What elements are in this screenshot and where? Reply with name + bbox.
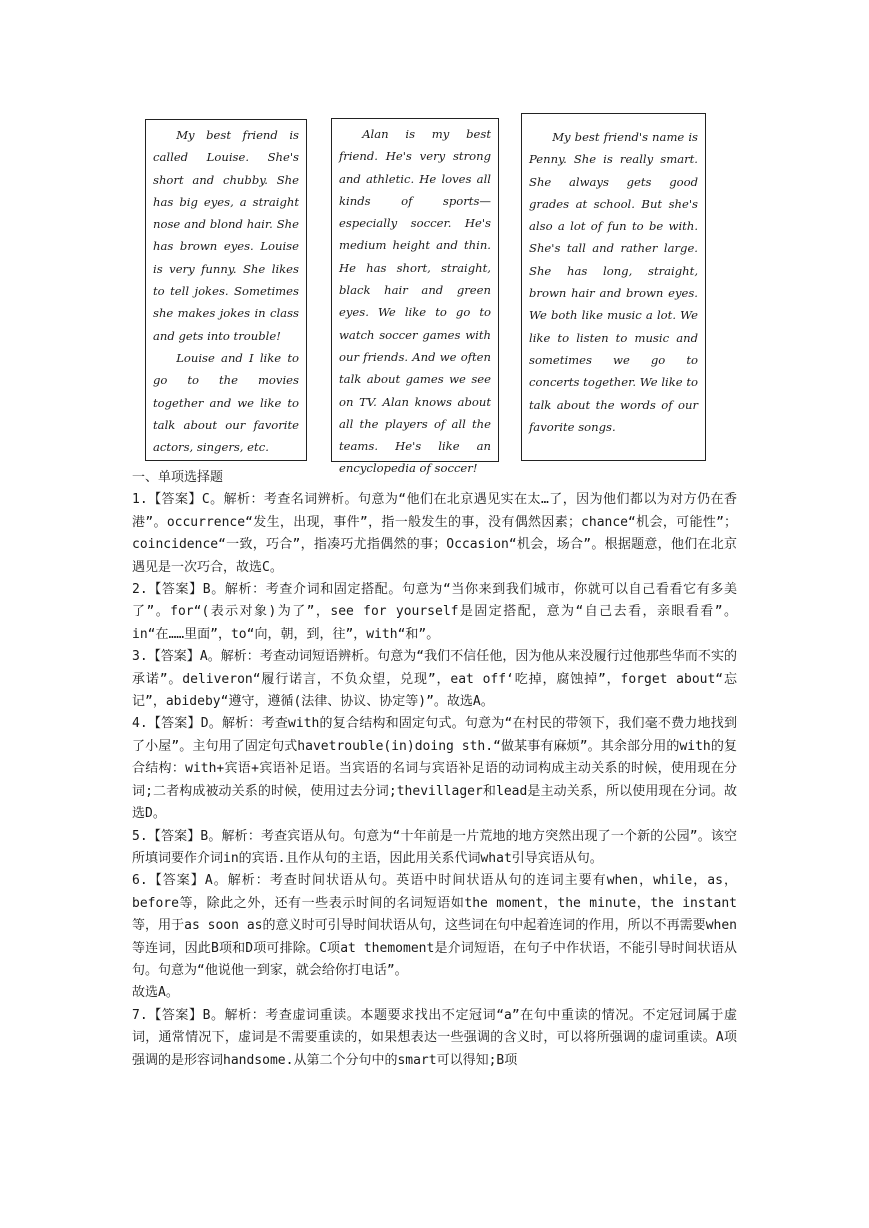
- answer-item: 1.【答案】C。解析：考查名词辨析。句意为“他们在北京遇见实在太…了，因为他们都以为对方仍在香港”。occurrence“发生，出现，事件”，指一般发生的事，没有偶然因素；chance“机会，可能性”；coincidence“一致，巧合”，指凑巧尤指偶然的事；Occasion“机会，场合”。根据题意，他们在北京遇见是一次巧合，故选C。: [132, 492, 737, 575]
- answer-item: 4.【答案】D。解析：考查with的复合结构和固定句式。句意为“在村民的带领下，我们毫不费力地找到了小屋”。主句用了固定句式havetrouble(in)doing sth.“做某事有麻烦”。其余部分用的with的复合结构：with+宾语+宾语补足语。当宾语的名词与宾语补足语的动词构成主动关系的时候，使用现在分词;二者构成被动关系的时候，使用过去分词;thevillager和lead是主动关系，所以使用现在分词。故选D。: [132, 716, 737, 822]
- answer-explanations: [132, 467, 737, 1072]
- passage-box-alan: [331, 118, 499, 476]
- passage-paragraph: My best friend's name is Penny. She is really smart. She always gets good grades at school. But she's also a lot of fun to be with. She's tall and rather large. She has long, straight, brown hair and brown eyes. We both like music a lot. We like to listen to music and sometimes we go to concerts together. We like to talk about the words of our favorite songs.: [529, 130, 698, 434]
- passage-box-penny: [521, 113, 706, 461]
- passage-paragraph: Louise and I like to go to the movies together and we like to talk about our favorite actors, singers, etc.: [153, 350, 299, 455]
- passage-paragraph: My best friend is called Louise. She's short and chubby. She has big eyes, a straight nose and blond hair. She has brown eyes. Louise is very funny. She likes to tell jokes. Sometimes she makes jokes in class and gets into trouble!: [153, 128, 299, 343]
- answer-item: 故选A。: [132, 985, 179, 1001]
- section-title: 一、单项选择题: [132, 470, 224, 485]
- passage-paragraph: Alan is my best friend. He's very strong and athletic. He loves all kinds of sports—especially soccer. He's medium height and thin. He has short, straight, black hair and green eyes. We like to go to watch soccer games with our friends. And we often talk about games we see on TV. Alan knows about all the players of all the teams. He's like an encyclopedia of soccer!: [339, 127, 491, 476]
- answer-item: 6.【答案】A。解析：考查时间状语从句。英语中时间状语从句的连词主要有when，while，as，before等，除此之外，还有一些表示时间的名词短语如the moment，the minute，the instant等，用于as soon as的意义时可引导时间状语从句，这些词在句中起着连词的作用，所以不再需要when等连词，因此B项和D项可排除。C项at themoment是介词短语，在句子中作状语，不能引导时间状语从句。句意为“他说他一到家，就会给你打电话”。: [132, 873, 737, 978]
- answer-item: 2.【答案】B。解析：考查介词和固定搭配。句意为“当你来到我们城市，你就可以自己看看它有多美了”。for“(表示对象)为了”，see for yourself是固定搭配，意为“自己去看，亲眼看看”。in“在……里面”，to“向，朝，到，往”，with“和”。: [132, 582, 737, 642]
- answer-item: 3.【答案】A。解析：考查动词短语辨析。句意为“我们不信任他，因为他从来没履行过他那些华而不实的承诺”。deliveron“履行诺言，不负众望，兑现”，eat off‘吃掉，腐蚀掉”，forget about“忘记”，abideby“遵守，遵循(法律、协议、协定等)”。故选A。: [132, 649, 737, 710]
- answer-item: 5.【答案】B。解析：考查宾语从句。句意为“十年前是一片荒地的地方突然出现了一个新的公园”。该空所填词要作介词in的宾语.且作从句的主语，因此用关系代词what引导宾语从句。: [132, 828, 737, 866]
- answer-item: 7.【答案】B。解析：考查虚词重读。本题要求找出不定冠词“a”在句中重读的情况。不定冠词属于虚词，通常情况下，虚词是不需要重读的，如果想表达一些强调的含义时，可以将所强调的虚词重读。A项强调的是形容词handsome.从第二个分句中的smart可以得知;B项: [132, 1007, 737, 1068]
- passage-box-louise: [145, 119, 307, 461]
